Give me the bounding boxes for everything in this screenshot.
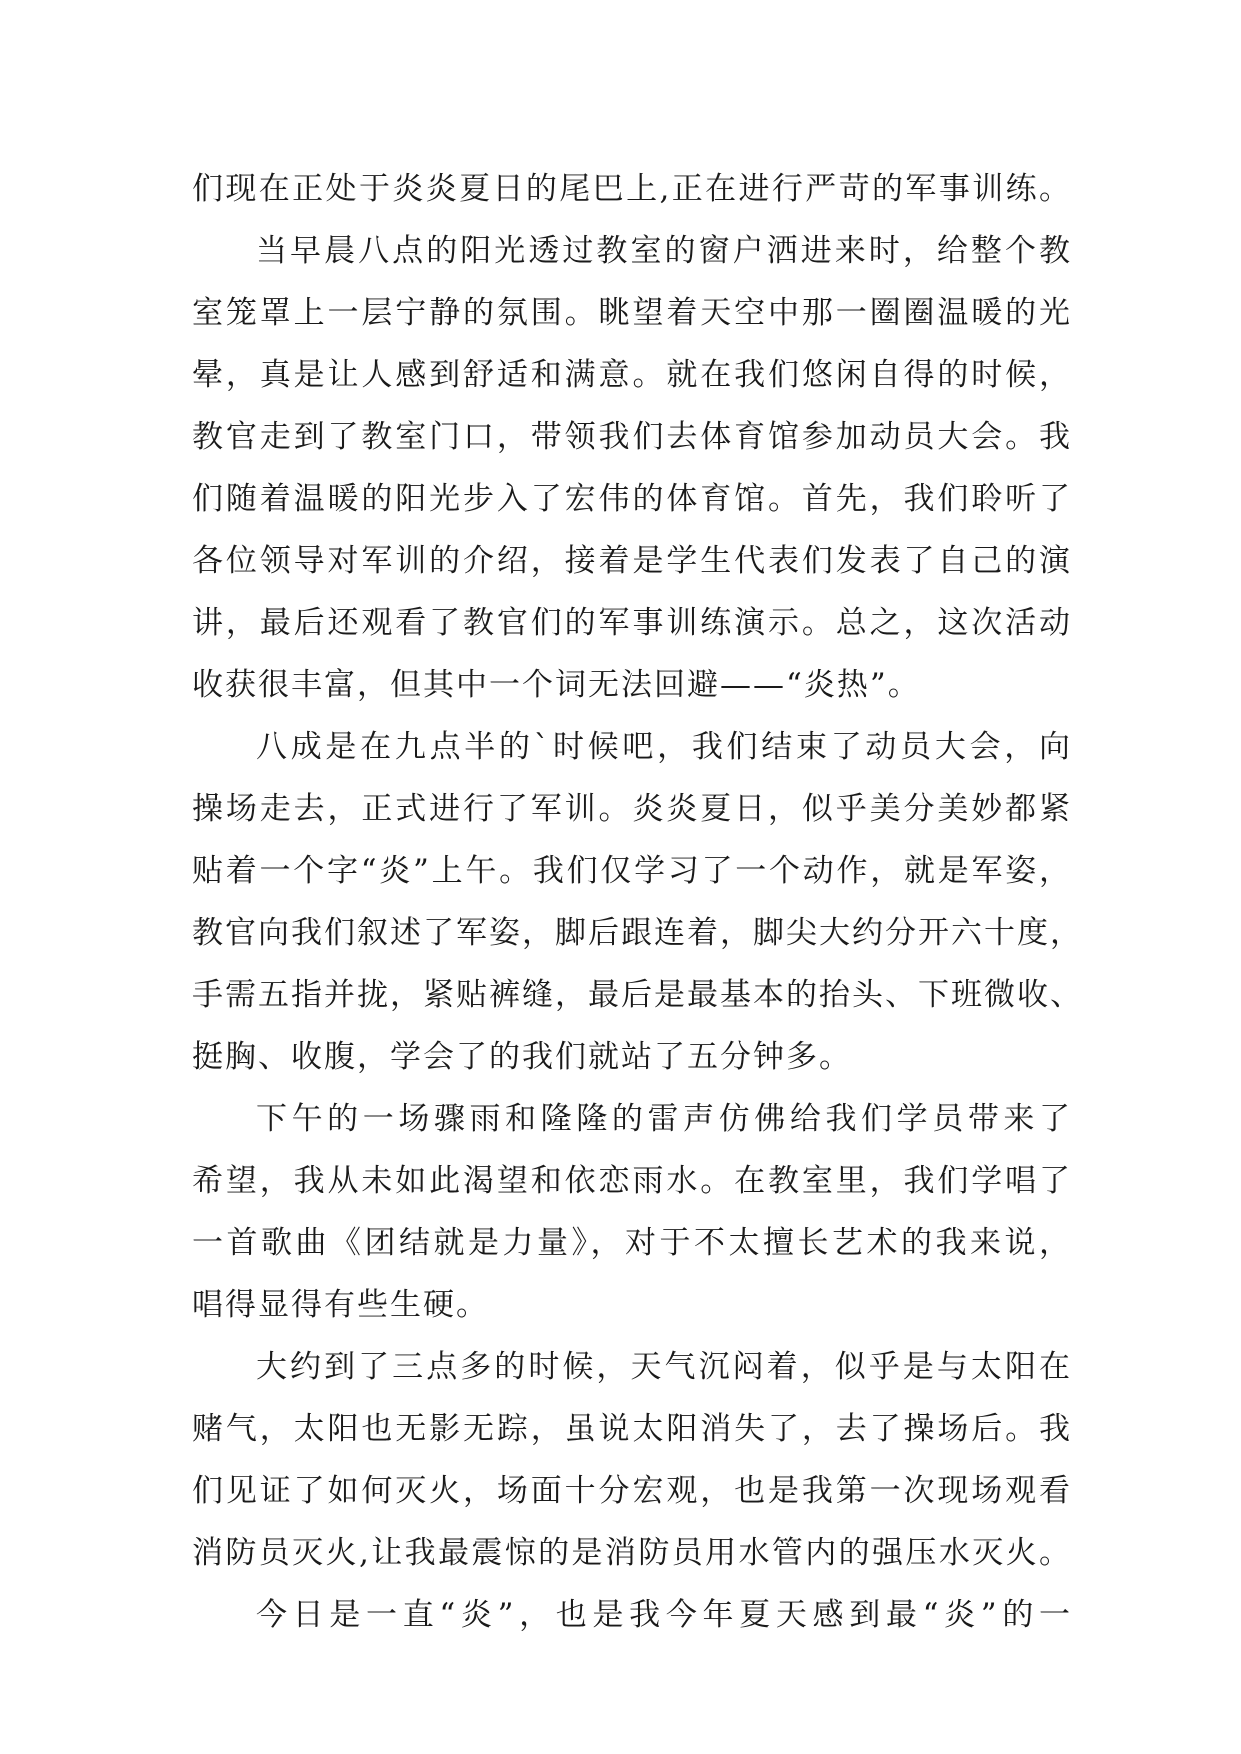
text-line: 们现在正处于炎炎夏日的尾巴上,正在进行严苛的军事训练。	[192, 171, 1072, 207]
text-line: 希望，我从未如此渴望和依恋雨水。在教室里，我们学唱了	[192, 1163, 1072, 1199]
text-line: 下午的一场骤雨和隆隆的雷声仿佛给我们学员带来了	[256, 1101, 1072, 1137]
text-line: 们随着温暖的阳光步入了宏伟的体育馆。首先，我们聆听了	[192, 481, 1072, 517]
text-line: 教官走到了教室门口，带领我们去体育馆参加动员大会。我	[192, 419, 1072, 455]
text-line: 各位领导对军训的介绍，接着是学生代表们发表了自己的演	[192, 543, 1072, 579]
document-body	[192, 158, 1083, 1646]
text-line: 讲，最后还观看了教官们的军事训练演示。总之，这次活动	[192, 605, 1072, 641]
text-line: 今日是一直“炎”，也是我今年夏天感到最“炎”的一	[256, 1597, 1072, 1633]
text-line: 贴着一个字“炎”上午。我们仅学习了一个动作，就是军姿，	[192, 853, 1072, 889]
text-line: 收获很丰富，但其中一个词无法回避——“炎热”。	[192, 667, 921, 703]
text-line: 手需五指并拢，紧贴裤缝，最后是最基本的抬头、下班微收、	[192, 977, 1083, 1013]
text-line: 消防员灭火,让我最震惊的是消防员用水管内的强压水灭火。	[192, 1535, 1072, 1571]
text-line: 大约到了三点多的时候，天气沉闷着，似乎是与太阳在	[256, 1349, 1072, 1385]
text-line: 一首歌曲《团结就是力量》，对于不太擅长艺术的我来说，	[192, 1225, 1072, 1261]
text-line: 操场走去，正式进行了军训。炎炎夏日，似乎美分美妙都紧	[192, 791, 1072, 827]
text-line: 当早晨八点的阳光透过教室的窗户洒进来时，给整个教	[256, 233, 1072, 269]
text-line: 八成是在九点半的`时候吧，我们结束了动员大会，向	[256, 729, 1072, 765]
text-line: 赌气，太阳也无影无踪，虽说太阳消失了，去了操场后。我	[192, 1411, 1072, 1447]
text-line: 室笼罩上一层宁静的氛围。眺望着天空中那一圈圈温暖的光	[192, 295, 1072, 331]
text-line: 晕，真是让人感到舒适和满意。就在我们悠闲自得的时候，	[192, 357, 1072, 393]
text-line: 挺胸、收腹，学会了的我们就站了五分钟多。	[192, 1039, 852, 1075]
text-line: 教官向我们叙述了军姿，脚后跟连着，脚尖大约分开六十度，	[192, 915, 1083, 951]
text-line: 唱得显得有些生硬。	[192, 1287, 489, 1323]
text-line: 们见证了如何灭火，场面十分宏观，也是我第一次现场观看	[192, 1473, 1072, 1509]
